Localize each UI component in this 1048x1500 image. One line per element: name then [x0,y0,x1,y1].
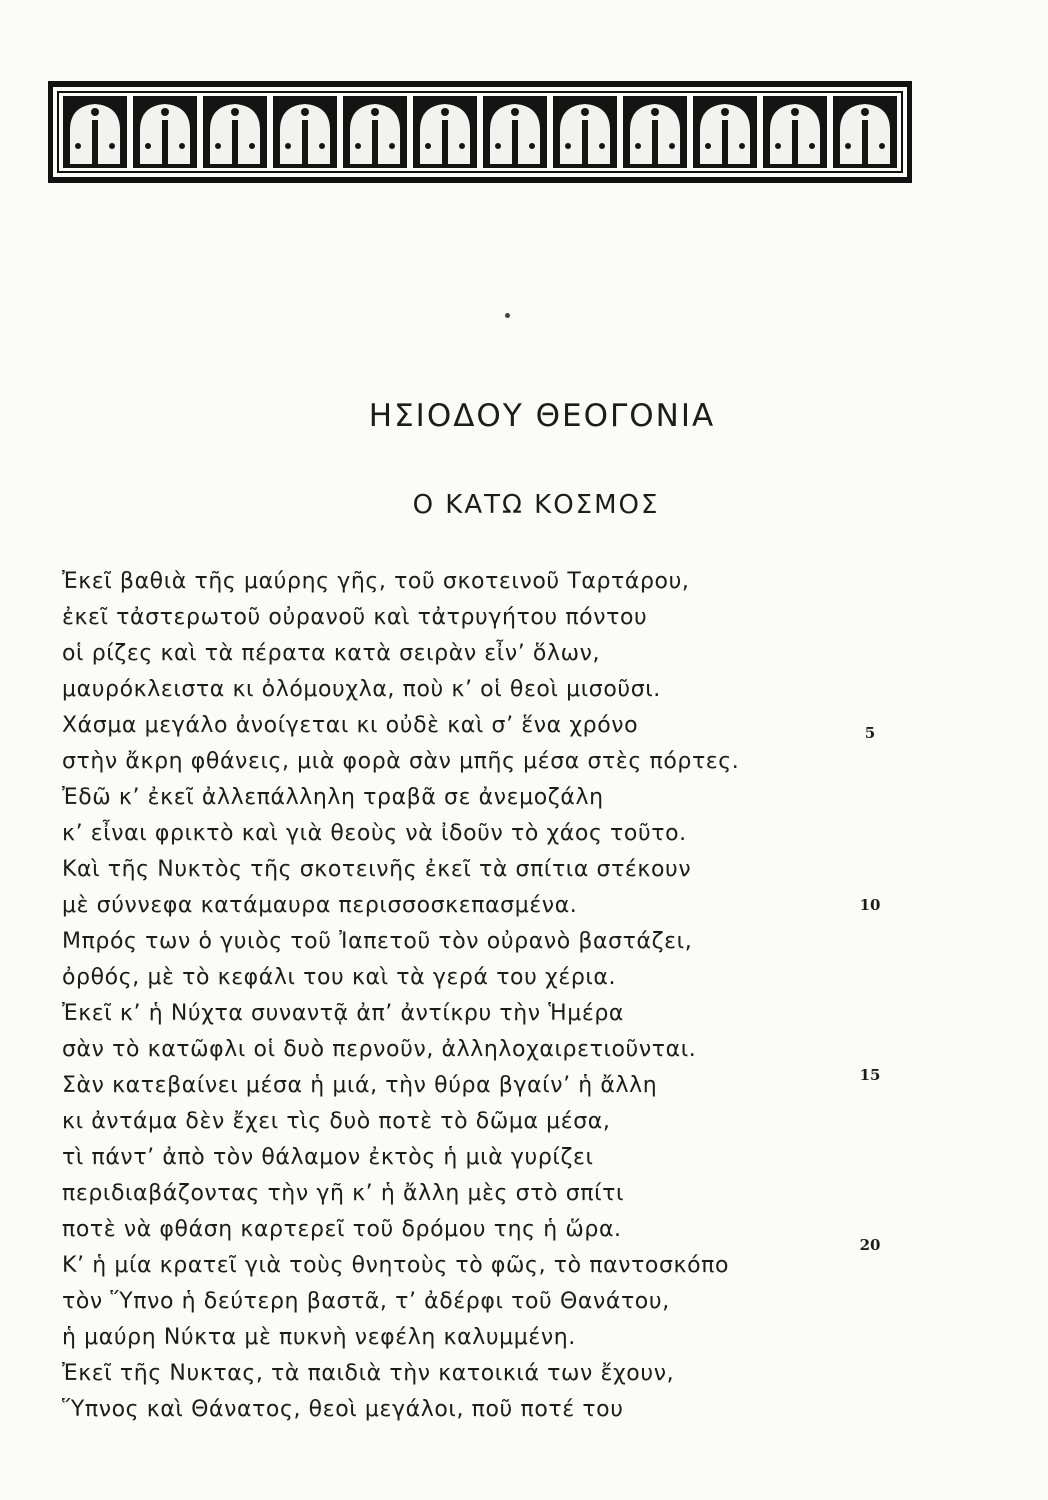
verse-line: οἱ ρίζες καὶ τὰ πέρατα κατὰ σειρὰν εἶν’ ὅλων, [62,641,601,666]
verse-line: στὴν ἄκρη φθάνεις, μιὰ φορὰ σὰν μπῆς μέσα στὲς πόρτες. [62,749,740,774]
verse-line: Ἐκεῖ τῆς Νυκτας, τὰ παιδιὰ τὴν κατοικιά των ἔχουν, [62,1361,675,1386]
verse-line: Μπρός των ὁ γυιὸς τοῦ Ἰαπετοῦ τὸν οὐρανὸ βαστάζει, [62,929,693,954]
verse-line: ἐκεῖ τἀστερωτοῦ οὐρανοῦ καὶ τἀτρυγήτου πόντου [62,605,648,630]
verse-line: Ἐκεῖ βαθιὰ τῆς μαύρης γῆς, τοῦ σκοτεινοῦ Ταρτάρου, [62,569,690,594]
verse-line: Ἐδῶ κ’ ἐκεῖ ἀλλεπάλληλη τραβᾶ σε ἀνεμοζάλη [62,785,604,810]
verse-line: ὀρθός, μὲ τὸ κεφάλι του καὶ τὰ γερά του χέρια. [62,965,617,990]
page-title: ΗΣΙΟΔΟΥ ΘΕΟΓΟΝΙΑ [368,398,716,434]
line-number: 20 [859,1236,881,1254]
line-number: 10 [859,896,881,914]
verse-line: ἡ μαύρη Νύκτα μὲ πυκνὴ νεφέλη καλυμμένη. [62,1325,576,1350]
verse-line: τὸν Ὕπνο ἡ δεύτερη βαστᾶ, τ’ ἀδέρφι τοῦ Θανάτου, [62,1289,670,1314]
verse-line: κι ἀντάμα δὲν ἔχει τὶς δυὸ ποτὲ τὸ δῶμα μέσα, [62,1109,611,1134]
verse-line: ποτὲ νὰ φθάση καρτερεῖ τοῦ δρόμου της ἡ ὥρα. [62,1217,622,1242]
ornamental-header-band [48,80,912,184]
verse-line: Ὕπνος καὶ Θάνατος, θεοὶ μεγάλοι, ποῦ ποτέ του [62,1397,624,1422]
verse-line: Κ’ ἡ μία κρατεῖ γιὰ τοὺς θνητοὺς τὸ φῶς, τὸ παντοσκόπο [62,1253,730,1278]
verse-line: Σὰν κατεβαίνει μέσα ἡ μιά, τὴν θύρα βγαίν’ ἡ ἄλλη [62,1073,658,1098]
verse-line: μὲ σύννεφα κατάμαυρα περισσοσκεπασμένα. [62,893,578,918]
verse-line: κ’ εἶναι φρικτὸ καὶ γιὰ θεοὺς νὰ ἰδοῦν τὸ χάος τοῦτο. [62,821,687,846]
line-number: 5 [864,724,876,742]
section-title: Ο ΚΑΤΩ ΚΟΣΜΟΣ [412,490,660,520]
printer-dot [505,313,510,318]
verse-line: σὰν τὸ κατῶφλι οἱ δυὸ περνοῦν, ἀλληλοχαιρετιοῦνται. [62,1037,697,1062]
verse-line: μαυρόκλειστα κι ὀλόμουχλα, ποὺ κ’ οἱ θεοὶ μισοῦσι. [62,677,661,702]
verse-line: Καὶ τῆς Νυκτὸς τῆς σκοτεινῆς ἐκεῖ τὰ σπίτια στέκουν [62,857,692,882]
verse-line: περιδιαβάζοντας τὴν γῆ κ’ ἡ ἄλλη μὲς στὸ σπίτι [62,1181,625,1206]
verse-line: Ἐκεῖ κ’ ἡ Νύχτα συναντᾷ ἀπ’ ἀντίκρυ τὴν Ἡμέρα [62,1001,625,1026]
verse-line: τὶ πάντ’ ἀπὸ τὸν θάλαμον ἐκτὸς ἡ μιὰ γυρίζει [62,1145,594,1170]
verse-line: Χάσμα μεγάλο ἀνοίγεται κι οὐδὲ καὶ σ’ ἕνα χρόνο [62,713,639,738]
line-number: 15 [859,1066,881,1084]
